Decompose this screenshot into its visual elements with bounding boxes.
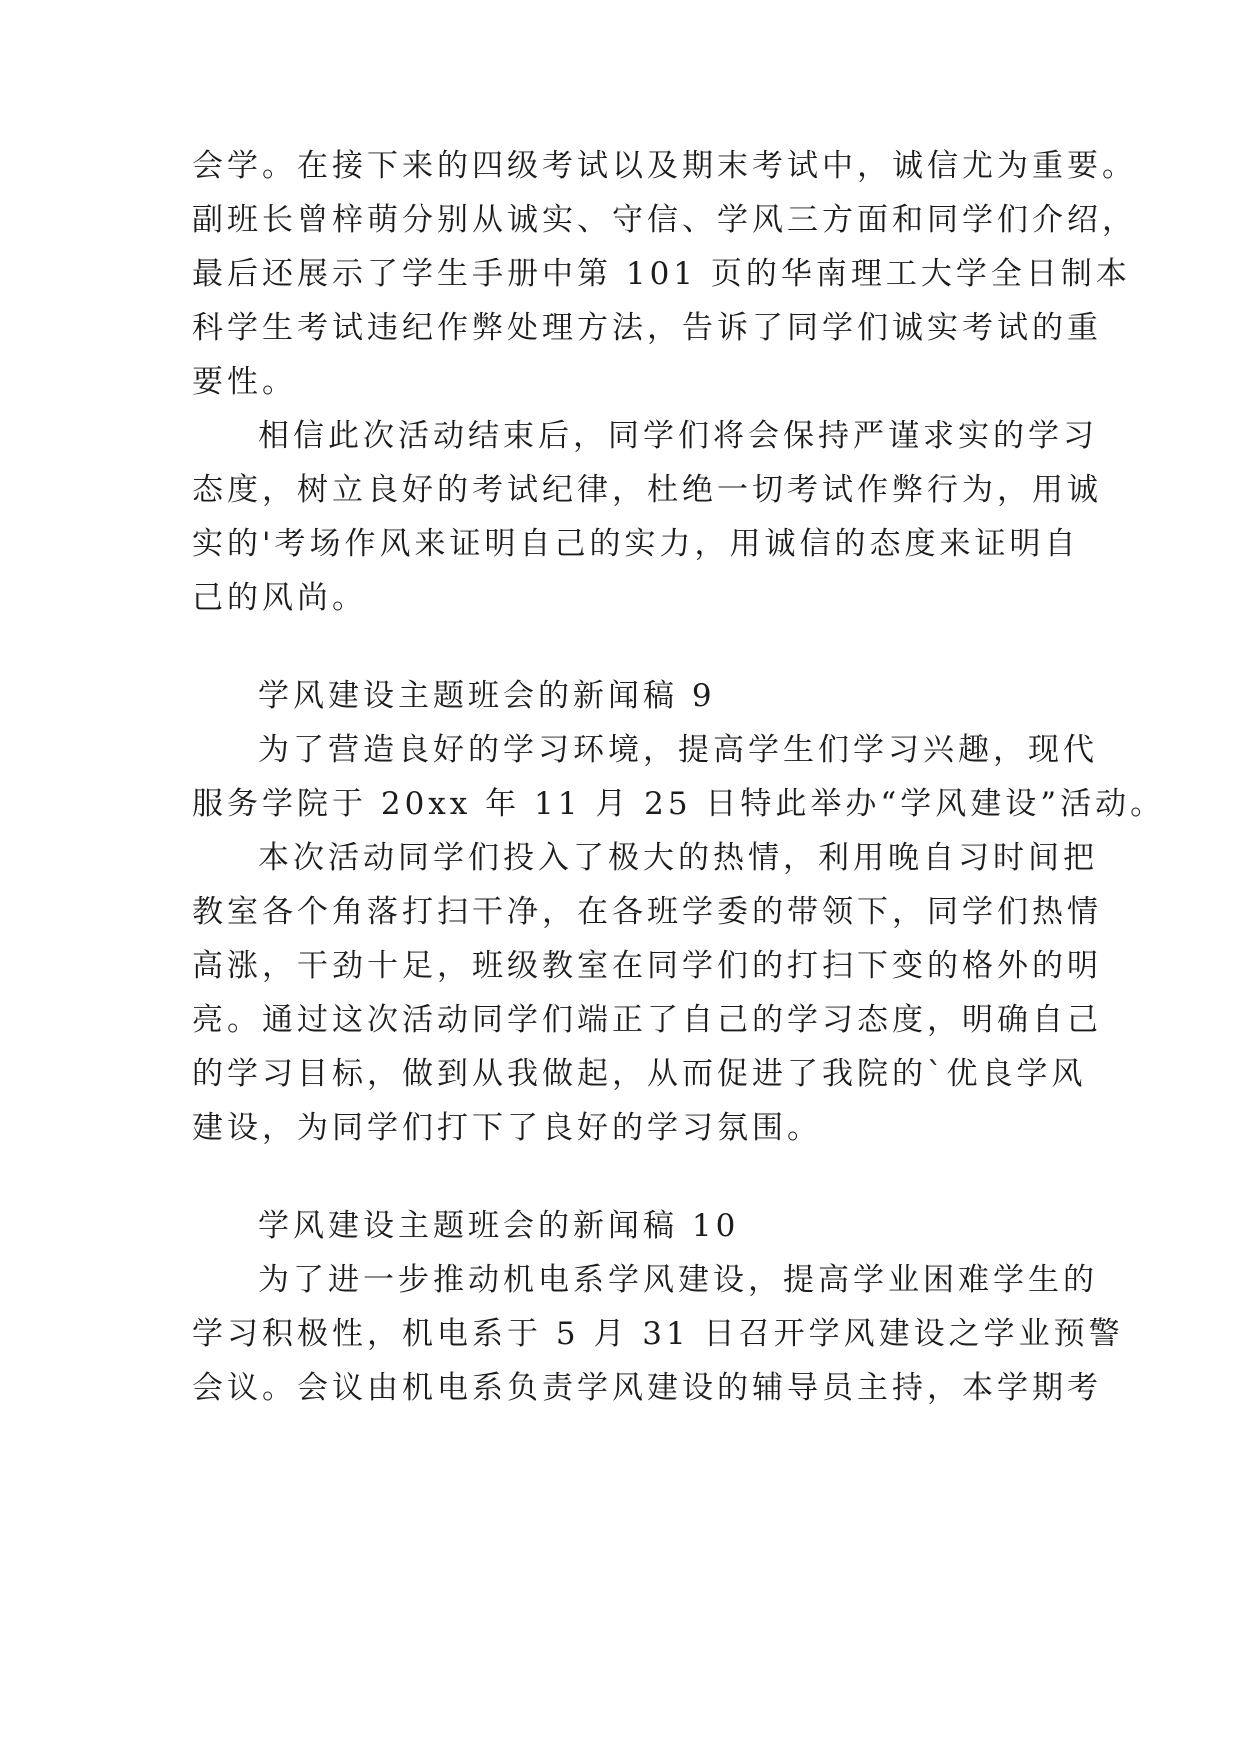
body-line: 为了营造良好的学习环境，提高学生们学习兴趣，现代: [258, 732, 1098, 768]
body-line: 的学习目标，做到从我做起，从而促进了我院的`优良学风: [192, 1056, 1087, 1092]
body-line: 为了进一步推动机电系学风建设，提高学业困难学生的: [258, 1262, 1098, 1298]
body-line: 实的'考场作风来证明自己的实力，用诚信的态度来证明自: [192, 526, 1080, 562]
body-line: 学习积极性，机电系于 5 月 31 日召开学风建设之学业预警: [192, 1316, 1124, 1352]
body-line: 科学生考试违纪作弊处理方法，告诉了同学们诚实考试的重: [192, 310, 1102, 346]
body-line: 亮。通过这次活动同学们端正了自己的学习态度，明确自己: [192, 1002, 1102, 1038]
body-line: 会学。在接下来的四级考试以及期末考试中，诚信尤为重要。: [192, 148, 1137, 184]
body-line: 会议。会议由机电系负责学风建设的辅导员主持，本学期考: [192, 1370, 1102, 1406]
body-line: 建设，为同学们打下了良好的学习氛围。: [192, 1110, 822, 1146]
body-line: 相信此次活动结束后，同学们将会保持严谨求实的学习: [258, 418, 1098, 454]
body-line: 教室各个角落打扫干净，在各班学委的带领下，同学们热情: [192, 894, 1102, 930]
body-line: 最后还展示了学生手册中第 101 页的华南理工大学全日制本: [192, 256, 1131, 292]
body-line: 本次活动同学们投入了极大的热情，利用晚自习时间把: [258, 840, 1098, 876]
body-line: 己的风尚。: [192, 580, 367, 616]
body-line: 高涨，干劲十足，班级教室在同学们的打扫下变的格外的明: [192, 948, 1102, 984]
body-line: 要性。: [192, 364, 297, 400]
section-heading: 学风建设主题班会的新闻稿 10: [258, 1208, 740, 1244]
section-heading: 学风建设主题班会的新闻稿 9: [258, 678, 716, 714]
body-line: 副班长曾梓萌分别从诚实、守信、学风三方面和同学们介绍，: [192, 202, 1137, 238]
body-line: 服务学院于 20xx 年 11 月 25 日特此举办“学风建设”活动。: [192, 786, 1166, 822]
body-line: 态度，树立良好的考试纪律，杜绝一切考试作弊行为，用诚: [192, 472, 1102, 508]
